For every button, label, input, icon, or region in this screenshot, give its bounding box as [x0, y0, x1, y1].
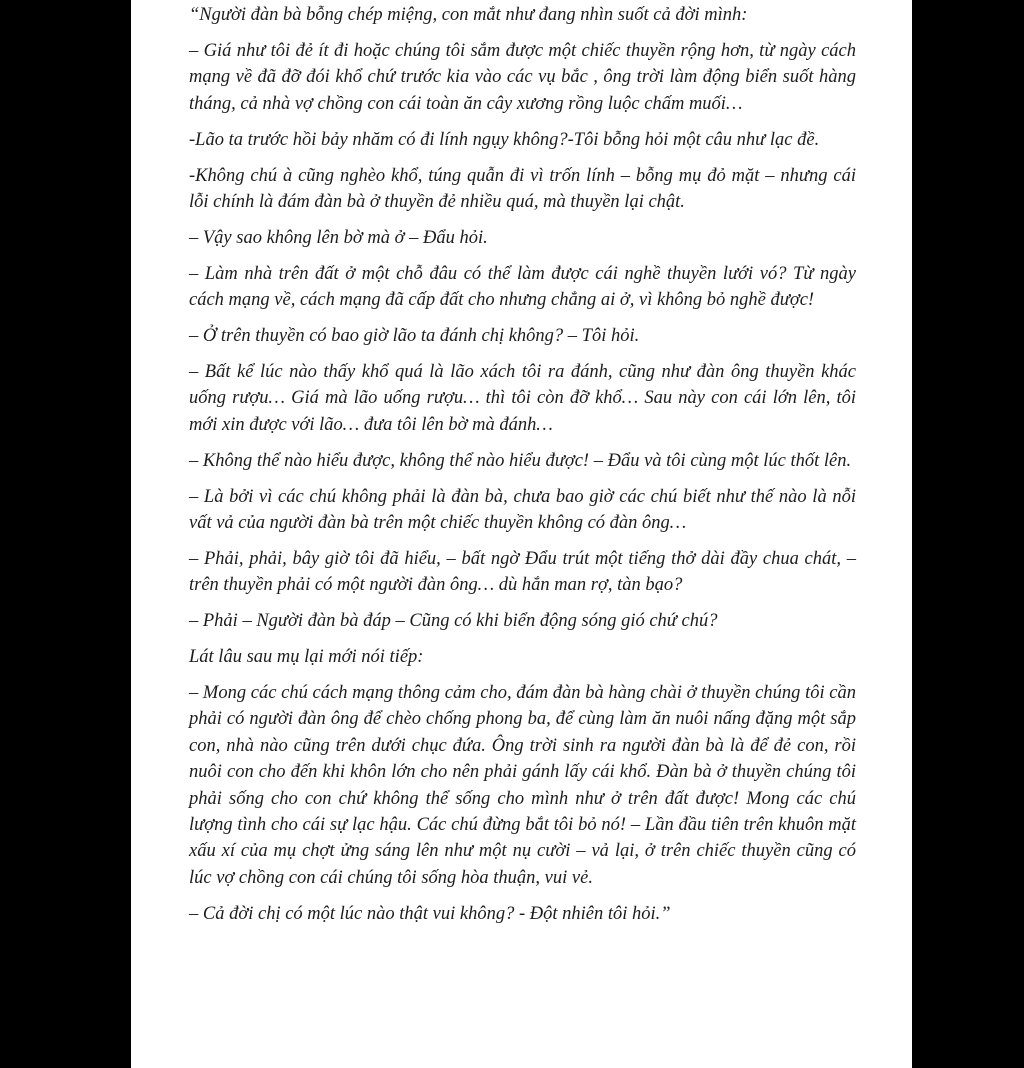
paragraph-8: – Bất kể lúc nào thấy khổ quá là lão xách tôi ra đánh, cũng như đàn ông thuyền khác uống rượu… Giá mà lão uống rượu… thì tôi còn đỡ khổ… Sau này con cái lớn lên, tôi mới xin được với lão… đưa tôi lên bờ mà đánh… [189, 361, 856, 435]
paragraph-3: -Lão ta trước hồi bảy nhăm có đi lính ngụy không?-Tôi bỗng hỏi một câu như lạc đề. [189, 129, 820, 150]
paragraph-12: – Phải – Người đàn bà đáp – Cũng có khi biển động sóng gió chứ chú? [189, 611, 718, 632]
paragraph-14: – Mong các chú cách mạng thông cảm cho, đám đàn bà hàng chài ở thuyền chúng tôi cần phải có người đàn ông để chèo chống phong ba, để cùng làm ăn nuôi nấng đặng một sắp con, nhà nào cũng trên dưới chục đứa. Ông trời sinh ra người đàn bà là để đẻ con, rồi nuôi con cho đến khi khôn lớn cho nên phải gánh lấy cái khổ. Đàn bà ở thuyền chúng tôi phải sống cho con chứ không thể sống cho mình như ở trên đất được! Mong các chú lượng tình cho cái sự lạc hậu. Các chú đừng bắt tôi bỏ nó! – Lần đầu tiên trên khuôn mặt xấu xí của mụ chợt ửng sáng lên như một nụ cười – vả lại, ở trên chiếc thuyền cũng có lúc vợ chồng con cái chúng tôi sống hòa thuận, vui vẻ. [189, 683, 856, 888]
paragraph-5: – Vậy sao không lên bờ mà ở – Đẩu hỏi. [189, 227, 488, 248]
paragraph-13: Lát lâu sau mụ lại mới nói tiếp: [189, 647, 424, 668]
paragraph-9: – Không thể nào hiểu được, không thể nào hiểu được! – Đẩu và tôi cùng một lúc thốt lên. [189, 450, 852, 471]
paragraph-2: – Giá như tôi đẻ ít đi hoặc chúng tôi sắm được một chiếc thuyền rộng hơn, từ ngày cách mạng về đã đỡ đói khổ chứ trước kia vào các vụ bắc , ông trời làm động biển suốt hàng tháng, cả nhà vợ chồng con cái toàn ăn cây xương rồng luộc chấm muối… [189, 40, 856, 114]
paragraph-15: – Cả đời chị có một lúc nào thật vui không? - Đột nhiên tôi hỏi.” [189, 903, 671, 924]
paragraph-7: – Ở trên thuyền có bao giờ lão ta đánh chị không? – Tôi hỏi. [189, 326, 640, 347]
paragraph-11: – Phải, phải, bây giờ tôi đã hiểu, – bất ngờ Đẩu trút một tiếng thở dài đầy chua chát, – trên thuyền phải có một người đàn ông… dù hắn man rợ, tàn bạo? [189, 548, 856, 596]
paragraph-4: -Không chú à cũng nghèo khổ, túng quẫn đi vì trốn lính – bỗng mụ đỏ mặt – nhưng cái lỗi chính là đám đàn bà ở thuyền đẻ nhiều quá, mà thuyền lại chật. [189, 165, 856, 212]
paragraph-6: – Làm nhà trên đất ở một chỗ đâu có thể làm được cái nghề thuyền lưới vó? Từ ngày cách mạng về, cách mạng đã cấp đất cho nhưng chẳng ai ở, vì không bỏ nghề được! [189, 263, 856, 311]
paragraph-10: – Là bởi vì các chú không phải là đàn bà, chưa bao giờ các chú biết như thế nào là nỗi vất vả của người đàn bà trên một chiếc thuyền không có đàn ông… [189, 486, 856, 533]
paragraph-1: “Người đàn bà bỗng chép miệng, con mắt như đang nhìn suốt cả đời mình: [189, 5, 748, 25]
document-page [131, 0, 912, 1068]
